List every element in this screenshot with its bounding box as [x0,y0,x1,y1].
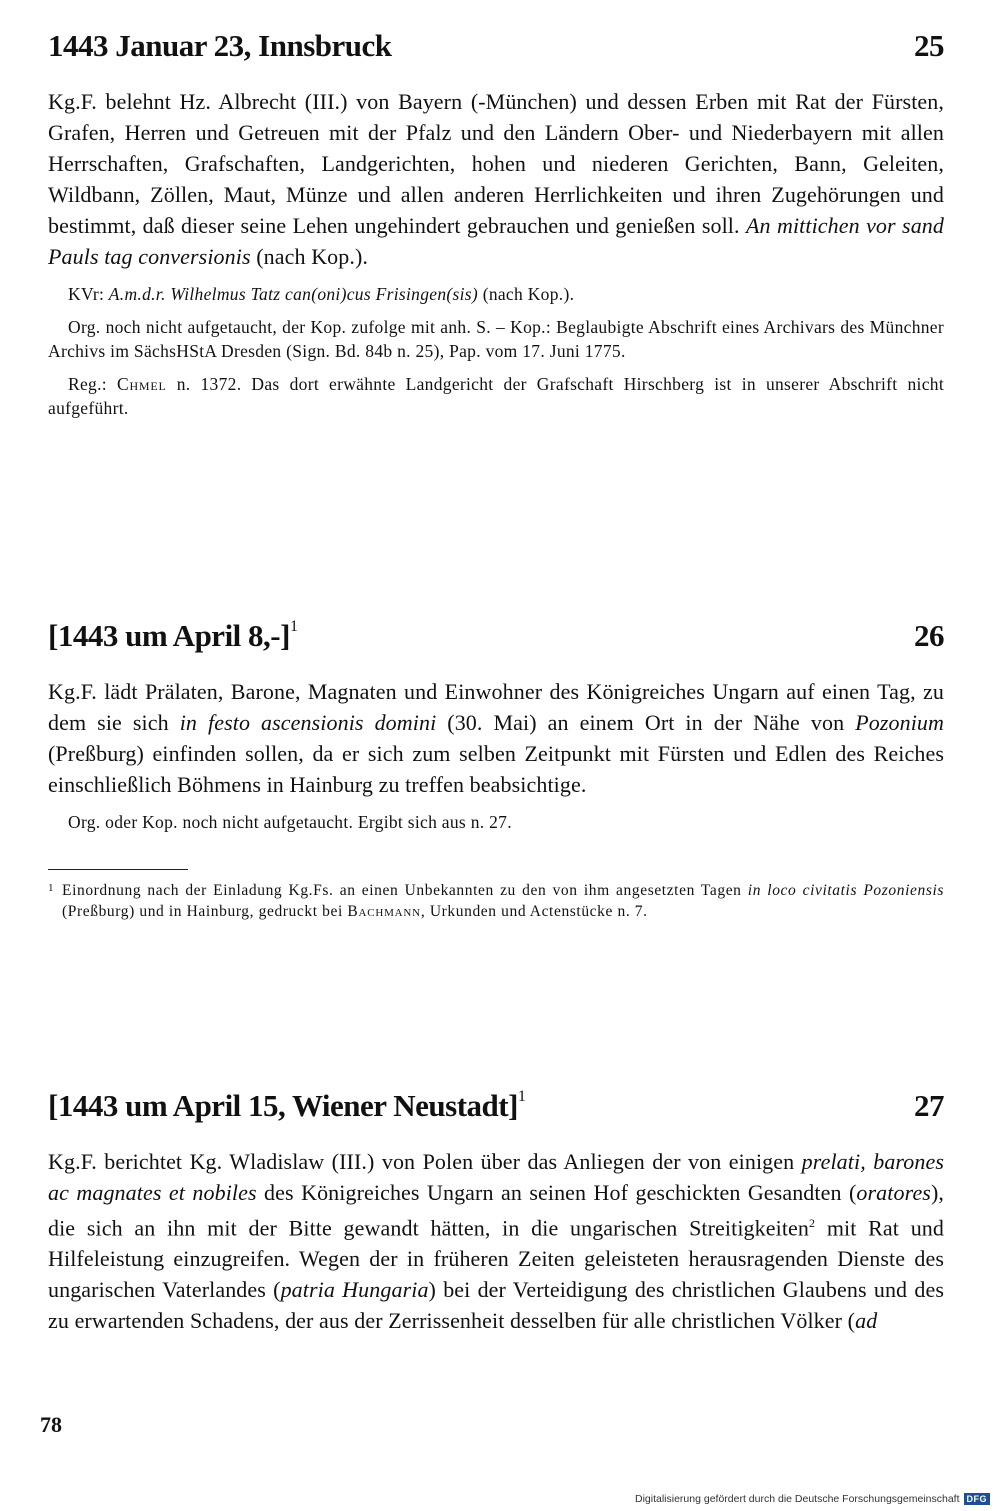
entry-body: Kg.F. lädt Prälaten, Barone, Magnaten und Einwohner des Königreiches Ungarn auf einen Tag, zu dem sie sich in festo ascensionis domini (30. Mai) an einem Ort in der Nähe von Pozonium (Preßburg) einfinden sollen, da er sich zum selben Zeitpunkt mit Fürsten und Edlen des Reiches einschließlich Böhmens in Hainburg zu treffen beabsichtige. [48,679,945,797]
entry-number: 26 [914,618,944,653]
entry-26 [48,618,944,922]
entry-number: 25 [914,28,944,63]
dfg-logo: DFG [964,1493,991,1505]
entry-heading [48,1088,944,1124]
entry-number: 27 [914,1088,944,1123]
entry-date-place: [1443 um April 8,-]$^1$ [48,617,298,653]
entry-heading [48,618,944,654]
org-note: Org. oder Kop. noch nicht aufgetaucht. Ergibt sich aus n. 27. [68,812,512,832]
credit-text: Digitalisierung gefördert durch die Deutsche Forschungsgemeinschaft [634,1493,960,1505]
footnote-number: 1 [48,881,55,894]
digitization-credit [635,1493,990,1505]
entry-body: Kg.F. berichtet Kg. Wladislaw (III.) von Polen über das Anliegen der von einigen prelati, barones ac magnates et nobiles des Königreiches Ungarn an seinen Hof geschickten Gesandten (oratores), die sich an ihn mit der Bitte gewandt hätten, in die ungarischen Streitigkeiten$^2$ mit Rat und Hilfeleistung einzugreifen. Wegen der in früheren Zeiten geleisteten herausragenden Dienste des ungarischen Vaterlandes (patria Hungaria) bei der Verteidigung des christlichen Glaubens und des zu erwartenden Schadens, der aus der Zerrissenheit desselben für alle christlichen Völker (ad [48,1149,944,1334]
entry-heading [48,28,944,64]
entry-date-place: [1443 um April 15, Wiener Neustadt]$^1$ [48,1087,526,1123]
footnote-text: Einordnung nach der Einladung Kg.Fs. an einen Unbekannten zu den von ihm angesetzten Tagen in loco civitatis Pozoniensis (Preßburg) und in Hainburg, gedruckt bei Bachmann, Urkunden und Actenstücke n. 7. [62,881,944,920]
footnote [48,880,944,922]
page-number: 78 [40,1412,62,1437]
entry-27 [48,1088,944,1336]
kvr-note: KVr: A.m.d.r. Wilhelmus Tatz can(oni)cus Frisingen(sis) (nach Kop.). [68,284,575,304]
entry-date-place: 1443 Januar 23, Innsbruck [48,28,392,63]
entry-body: Kg.F. belehnt Hz. Albrecht (III.) von Bayern (-München) und dessen Erben mit Rat der Fürsten, Grafen, Herren und Getreuen mit der Pfalz und den Ländern Ober- und Niederbayern mit allen Herrschaften, Grafschaften, Landgerichten, hohen und niederen Gerichten, Bann, Geleiten, Wildbann, Zöllen, Maut, Münze und allen anderen Herrlichkeiten und ihren Zugehörungen und bestimmt, daß dieser seine Lehen ungehindert gebrauchen und genießen soll. An mittichen vor sand Pauls tag conversionis (nach Kop.). [48,89,944,269]
org-note: Org. noch nicht aufgetaucht, der Kop. zufolge mit anh. S. – Kop.: Beglaubigte Abschrift eines Archivars des Münchner Archivs im SächsHStA Dresden (Sign. Bd. 84b n. 25), Pap. vom 17. Juni 1775. [48,316,944,361]
entry-25 [48,28,944,421]
reg-note: Reg.: Chmel n. 1372. Das dort erwähnte Landgericht der Grafschaft Hirschberg ist in unserer Abschrift nicht aufgeführt. [48,373,944,418]
footnote-divider [48,869,188,870]
